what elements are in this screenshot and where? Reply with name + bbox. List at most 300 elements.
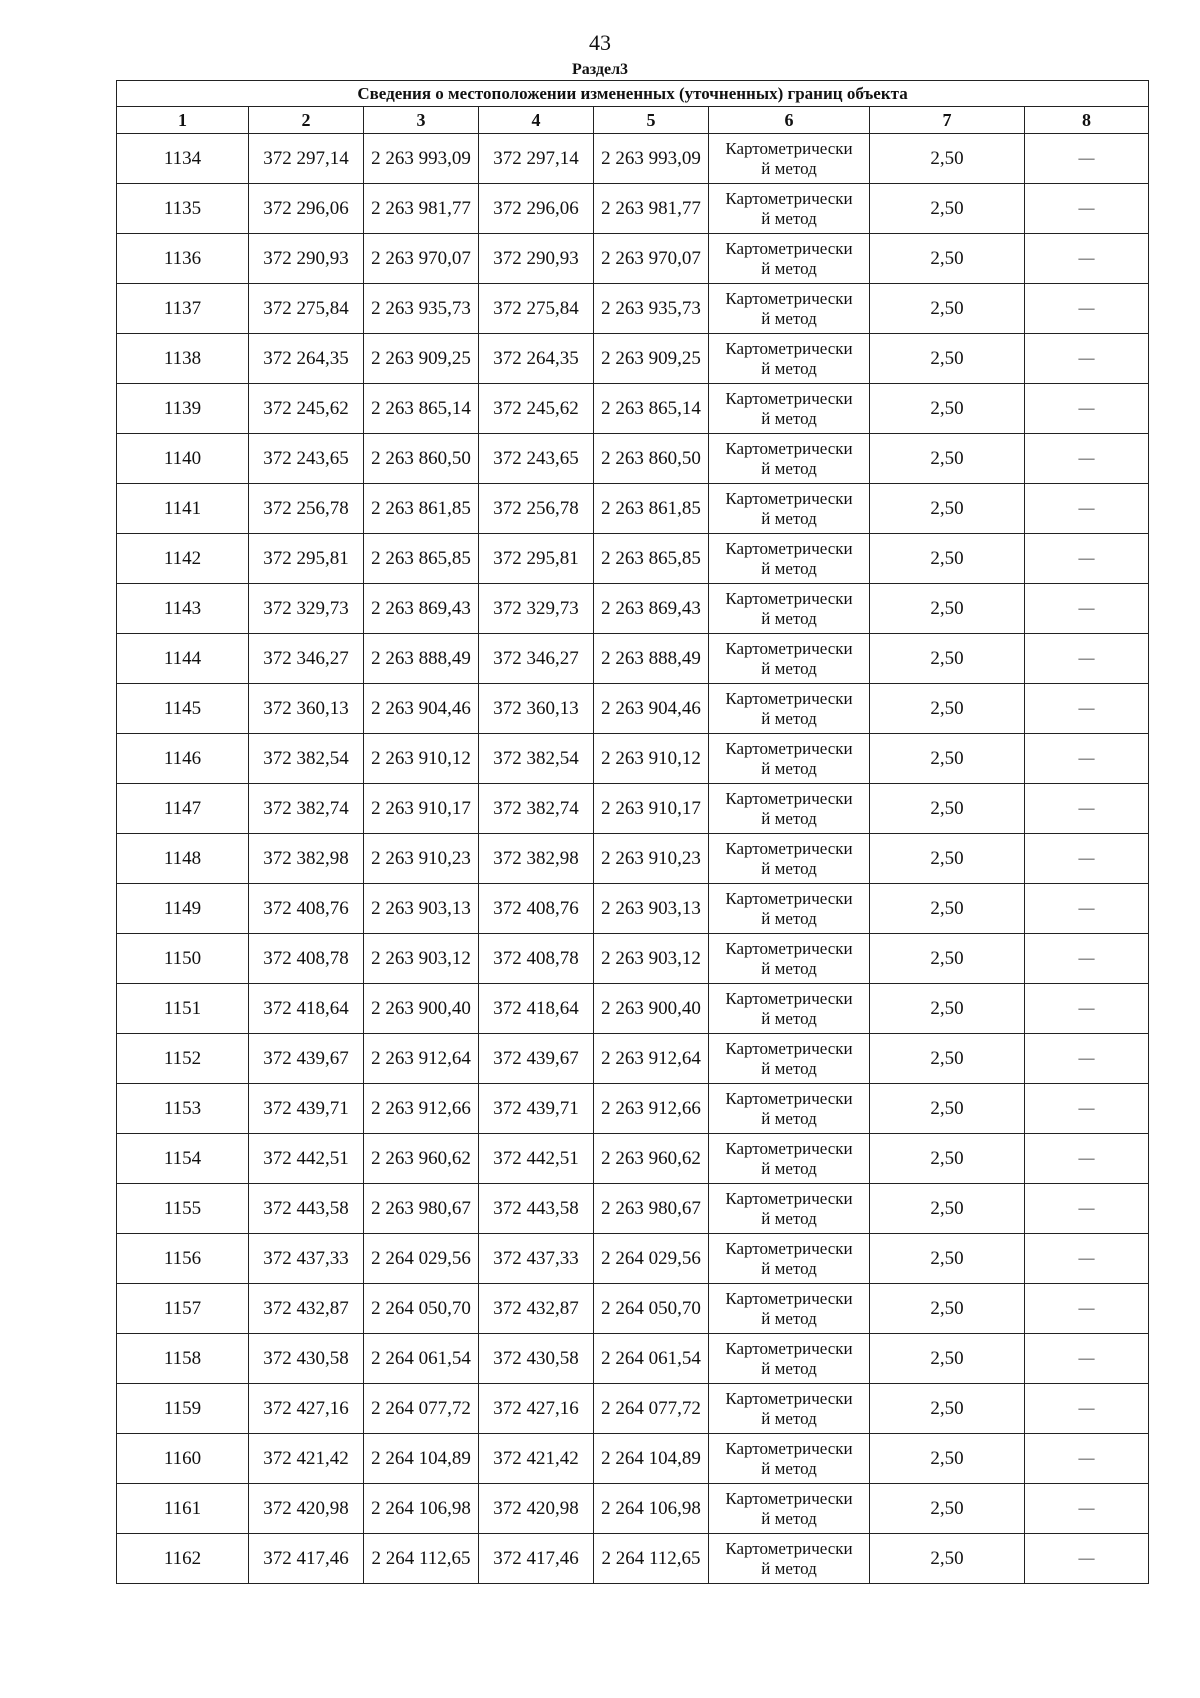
x-coordinate-cell: 372 296,06 [479, 184, 594, 234]
method-cell [709, 134, 870, 184]
point-number-cell: 1134 [117, 134, 249, 184]
point-number-cell: 1136 [117, 234, 249, 284]
method-text-line: Картометрически [725, 288, 853, 308]
method-text-line: й метод [761, 158, 817, 178]
y-coordinate-cell: 2 264 104,89 [594, 1434, 709, 1484]
x-coordinate-cell: 372 360,13 [249, 684, 364, 734]
method-cell [709, 284, 870, 334]
method-text-line: Картометрически [725, 338, 853, 358]
y-coordinate-cell: 2 264 104,89 [364, 1434, 479, 1484]
y-coordinate-cell: 2 263 970,07 [364, 234, 479, 284]
method-text-line: й метод [761, 1558, 817, 1578]
y-coordinate-cell: 2 263 909,25 [364, 334, 479, 384]
point-number-cell: 1157 [117, 1284, 249, 1334]
precision-cell: 2,50 [870, 1434, 1025, 1484]
method-text-line: й метод [761, 1208, 817, 1228]
table-row [117, 1284, 1149, 1334]
method-text-line: й метод [761, 308, 817, 328]
point-number-cell: 1145 [117, 684, 249, 734]
x-coordinate-cell: 372 430,58 [249, 1334, 364, 1384]
method-cell [709, 1484, 870, 1534]
x-coordinate-cell: 372 296,06 [249, 184, 364, 234]
method-text-line: й метод [761, 808, 817, 828]
description-cell: — [1025, 1434, 1149, 1484]
table-body [117, 134, 1149, 1584]
x-coordinate-cell: 372 421,42 [249, 1434, 364, 1484]
method-text-line: Картометрически [725, 388, 853, 408]
y-coordinate-cell: 2 263 912,64 [364, 1034, 479, 1084]
table-row [117, 634, 1149, 684]
column-number: 5 [594, 107, 709, 134]
y-coordinate-cell: 2 263 904,46 [364, 684, 479, 734]
x-coordinate-cell: 372 346,27 [479, 634, 594, 684]
precision-cell: 2,50 [870, 1384, 1025, 1434]
method-text-line: Картометрически [725, 138, 853, 158]
y-coordinate-cell: 2 263 900,40 [364, 984, 479, 1034]
precision-cell: 2,50 [870, 684, 1025, 734]
description-cell: — [1025, 684, 1149, 734]
y-coordinate-cell: 2 264 112,65 [594, 1534, 709, 1584]
point-number-cell: 1159 [117, 1384, 249, 1434]
y-coordinate-cell: 2 263 869,43 [364, 584, 479, 634]
precision-cell: 2,50 [870, 834, 1025, 884]
description-cell: — [1025, 584, 1149, 634]
description-cell: — [1025, 884, 1149, 934]
y-coordinate-cell: 2 264 029,56 [594, 1234, 709, 1284]
method-text-line: Картометрически [725, 238, 853, 258]
method-cell [709, 584, 870, 634]
point-number-cell: 1162 [117, 1534, 249, 1584]
y-coordinate-cell: 2 263 861,85 [364, 484, 479, 534]
method-cell [709, 1234, 870, 1284]
point-number-cell: 1154 [117, 1134, 249, 1184]
method-cell [709, 984, 870, 1034]
precision-cell: 2,50 [870, 534, 1025, 584]
y-coordinate-cell: 2 263 970,07 [594, 234, 709, 284]
description-cell: — [1025, 284, 1149, 334]
method-text-line: й метод [761, 708, 817, 728]
method-text-line: Картометрически [725, 1238, 853, 1258]
x-coordinate-cell: 372 346,27 [249, 634, 364, 684]
x-coordinate-cell: 372 417,46 [249, 1534, 364, 1584]
x-coordinate-cell: 372 408,76 [249, 884, 364, 934]
y-coordinate-cell: 2 263 869,43 [594, 584, 709, 634]
y-coordinate-cell: 2 263 865,14 [594, 384, 709, 434]
x-coordinate-cell: 372 420,98 [249, 1484, 364, 1534]
point-number-cell: 1142 [117, 534, 249, 584]
description-cell: — [1025, 434, 1149, 484]
method-cell [709, 334, 870, 384]
x-coordinate-cell: 372 439,71 [249, 1084, 364, 1134]
y-coordinate-cell: 2 263 912,64 [594, 1034, 709, 1084]
method-text-line: Картометрически [725, 1088, 853, 1108]
method-cell [709, 184, 870, 234]
section-label: Раздел3 [571, 61, 629, 78]
method-text-line: Картометрически [725, 1138, 853, 1158]
x-coordinate-cell: 372 443,58 [479, 1184, 594, 1234]
precision-cell: 2,50 [870, 1534, 1025, 1584]
table-row [117, 1134, 1149, 1184]
precision-cell: 2,50 [870, 1184, 1025, 1234]
method-cell [709, 684, 870, 734]
method-text-line: Картометрически [725, 1438, 853, 1458]
table-row [117, 384, 1149, 434]
column-number: 3 [364, 107, 479, 134]
method-cell [709, 534, 870, 584]
x-coordinate-cell: 372 290,93 [249, 234, 364, 284]
method-text-line: й метод [761, 408, 817, 428]
precision-cell: 2,50 [870, 1084, 1025, 1134]
method-cell [709, 1034, 870, 1084]
x-coordinate-cell: 372 439,67 [479, 1034, 594, 1084]
column-number: 6 [709, 107, 870, 134]
method-text-line: Картометрически [725, 438, 853, 458]
precision-cell: 2,50 [870, 884, 1025, 934]
point-number-cell: 1152 [117, 1034, 249, 1084]
x-coordinate-cell: 372 297,14 [479, 134, 594, 184]
method-cell [709, 1434, 870, 1484]
method-text-line: Картометрически [725, 538, 853, 558]
description-cell: — [1025, 1084, 1149, 1134]
table-row [117, 1434, 1149, 1484]
y-coordinate-cell: 2 263 888,49 [594, 634, 709, 684]
precision-cell: 2,50 [870, 334, 1025, 384]
x-coordinate-cell: 372 439,67 [249, 1034, 364, 1084]
y-coordinate-cell: 2 263 865,85 [364, 534, 479, 584]
table-row [117, 984, 1149, 1034]
y-coordinate-cell: 2 263 865,14 [364, 384, 479, 434]
y-coordinate-cell: 2 263 888,49 [364, 634, 479, 684]
method-cell [709, 734, 870, 784]
y-coordinate-cell: 2 263 980,67 [594, 1184, 709, 1234]
y-coordinate-cell: 2 263 981,77 [364, 184, 479, 234]
y-coordinate-cell: 2 263 935,73 [594, 284, 709, 334]
method-text-line: й метод [761, 508, 817, 528]
method-cell [709, 1534, 870, 1584]
point-number-cell: 1151 [117, 984, 249, 1034]
description-cell: — [1025, 384, 1149, 434]
x-coordinate-cell: 372 264,35 [249, 334, 364, 384]
x-coordinate-cell: 372 382,54 [479, 734, 594, 784]
y-coordinate-cell: 2 264 106,98 [594, 1484, 709, 1534]
table-row [117, 1084, 1149, 1134]
x-coordinate-cell: 372 427,16 [479, 1384, 594, 1434]
point-number-cell: 1158 [117, 1334, 249, 1384]
x-coordinate-cell: 372 437,33 [479, 1234, 594, 1284]
description-cell: — [1025, 834, 1149, 884]
x-coordinate-cell: 372 432,87 [249, 1284, 364, 1334]
method-text-line: й метод [761, 1308, 817, 1328]
method-cell [709, 384, 870, 434]
x-coordinate-cell: 372 290,93 [479, 234, 594, 284]
column-number: 7 [870, 107, 1025, 134]
table-row [117, 1484, 1149, 1534]
method-cell [709, 484, 870, 534]
method-text-line: Картометрически [725, 838, 853, 858]
method-text-line: Картометрически [725, 488, 853, 508]
x-coordinate-cell: 372 297,14 [249, 134, 364, 184]
x-coordinate-cell: 372 329,73 [479, 584, 594, 634]
method-text-line: й метод [761, 1258, 817, 1278]
method-text-line: Картометрически [725, 888, 853, 908]
table-row [117, 1384, 1149, 1434]
point-number-cell: 1160 [117, 1434, 249, 1484]
description-cell: — [1025, 934, 1149, 984]
method-cell [709, 434, 870, 484]
x-coordinate-cell: 372 418,64 [479, 984, 594, 1034]
description-cell: — [1025, 984, 1149, 1034]
precision-cell: 2,50 [870, 584, 1025, 634]
method-text-line: й метод [761, 458, 817, 478]
method-text-line: й метод [761, 758, 817, 778]
description-cell: — [1025, 534, 1149, 584]
y-coordinate-cell: 2 263 910,12 [594, 734, 709, 784]
precision-cell: 2,50 [870, 1034, 1025, 1084]
table-row [117, 734, 1149, 784]
precision-cell: 2,50 [870, 484, 1025, 534]
table-row [117, 1234, 1149, 1284]
method-text-line: й метод [761, 358, 817, 378]
method-text-line: Картометрически [725, 1038, 853, 1058]
y-coordinate-cell: 2 263 903,13 [594, 884, 709, 934]
precision-cell: 2,50 [870, 284, 1025, 334]
point-number-cell: 1147 [117, 784, 249, 834]
method-text-line: Картометрически [725, 1538, 853, 1558]
point-number-cell: 1155 [117, 1184, 249, 1234]
point-number-cell: 1143 [117, 584, 249, 634]
y-coordinate-cell: 2 263 910,17 [594, 784, 709, 834]
point-number-cell: 1137 [117, 284, 249, 334]
y-coordinate-cell: 2 263 860,50 [364, 434, 479, 484]
precision-cell: 2,50 [870, 1484, 1025, 1534]
method-cell [709, 1184, 870, 1234]
method-text-line: Картометрически [725, 688, 853, 708]
y-coordinate-cell: 2 263 960,62 [364, 1134, 479, 1184]
y-coordinate-cell: 2 263 960,62 [594, 1134, 709, 1184]
x-coordinate-cell: 372 243,65 [479, 434, 594, 484]
table-caption: Сведения о местоположении измененных (уточненных) границ объекта [117, 81, 1149, 107]
point-number-cell: 1153 [117, 1084, 249, 1134]
point-number-cell: 1161 [117, 1484, 249, 1534]
method-cell [709, 1284, 870, 1334]
table-row [117, 484, 1149, 534]
point-number-cell: 1150 [117, 934, 249, 984]
x-coordinate-cell: 372 439,71 [479, 1084, 594, 1134]
y-coordinate-cell: 2 263 900,40 [594, 984, 709, 1034]
x-coordinate-cell: 372 430,58 [479, 1334, 594, 1384]
table-row [117, 434, 1149, 484]
point-number-cell: 1139 [117, 384, 249, 434]
method-text-line: й метод [761, 1108, 817, 1128]
method-text-line: Картометрически [725, 1388, 853, 1408]
table-row [117, 584, 1149, 634]
y-coordinate-cell: 2 264 050,70 [364, 1284, 479, 1334]
column-number: 8 [1025, 107, 1149, 134]
y-coordinate-cell: 2 263 904,46 [594, 684, 709, 734]
description-cell: — [1025, 234, 1149, 284]
precision-cell: 2,50 [870, 1284, 1025, 1334]
y-coordinate-cell: 2 264 050,70 [594, 1284, 709, 1334]
method-text-line: й метод [761, 608, 817, 628]
table-row [117, 234, 1149, 284]
x-coordinate-cell: 372 442,51 [479, 1134, 594, 1184]
x-coordinate-cell: 372 382,74 [479, 784, 594, 834]
method-text-line: й метод [761, 1158, 817, 1178]
y-coordinate-cell: 2 263 910,12 [364, 734, 479, 784]
description-cell: — [1025, 1184, 1149, 1234]
method-text-line: Картометрически [725, 738, 853, 758]
table-row [117, 134, 1149, 184]
method-cell [709, 834, 870, 884]
y-coordinate-cell: 2 264 061,54 [594, 1334, 709, 1384]
x-coordinate-cell: 372 243,65 [249, 434, 364, 484]
y-coordinate-cell: 2 263 860,50 [594, 434, 709, 484]
x-coordinate-cell: 372 295,81 [479, 534, 594, 584]
method-text-line: й метод [761, 1508, 817, 1528]
method-text-line: Картометрически [725, 1338, 853, 1358]
precision-cell: 2,50 [870, 234, 1025, 284]
x-coordinate-cell: 372 421,42 [479, 1434, 594, 1484]
method-text-line: Картометрически [725, 588, 853, 608]
x-coordinate-cell: 372 329,73 [249, 584, 364, 634]
method-cell [709, 634, 870, 684]
method-text-line: й метод [761, 208, 817, 228]
description-cell: — [1025, 1284, 1149, 1334]
method-cell [709, 1134, 870, 1184]
x-coordinate-cell: 372 442,51 [249, 1134, 364, 1184]
x-coordinate-cell: 372 432,87 [479, 1284, 594, 1334]
method-text-line: й метод [761, 1408, 817, 1428]
x-coordinate-cell: 372 417,46 [479, 1534, 594, 1584]
y-coordinate-cell: 2 264 061,54 [364, 1334, 479, 1384]
method-text-line: Картометрически [725, 1488, 853, 1508]
x-coordinate-cell: 372 382,54 [249, 734, 364, 784]
method-text-line: й метод [761, 908, 817, 928]
y-coordinate-cell: 2 263 910,23 [594, 834, 709, 884]
y-coordinate-cell: 2 263 865,85 [594, 534, 709, 584]
description-cell: — [1025, 1534, 1149, 1584]
point-number-cell: 1141 [117, 484, 249, 534]
method-cell [709, 1384, 870, 1434]
description-cell: — [1025, 784, 1149, 834]
x-coordinate-cell: 372 256,78 [249, 484, 364, 534]
description-cell: — [1025, 334, 1149, 384]
column-number: 1 [117, 107, 249, 134]
x-coordinate-cell: 372 382,98 [479, 834, 594, 884]
method-cell [709, 884, 870, 934]
y-coordinate-cell: 2 264 077,72 [364, 1384, 479, 1434]
method-text-line: й метод [761, 658, 817, 678]
method-cell [709, 1084, 870, 1134]
method-text-line: й метод [761, 958, 817, 978]
x-coordinate-cell: 372 420,98 [479, 1484, 594, 1534]
x-coordinate-cell: 372 295,81 [249, 534, 364, 584]
precision-cell: 2,50 [870, 134, 1025, 184]
x-coordinate-cell: 372 382,74 [249, 784, 364, 834]
table-row [117, 834, 1149, 884]
x-coordinate-cell: 372 437,33 [249, 1234, 364, 1284]
y-coordinate-cell: 2 263 903,13 [364, 884, 479, 934]
method-text-line: Картометрически [725, 938, 853, 958]
description-cell: — [1025, 484, 1149, 534]
y-coordinate-cell: 2 263 903,12 [364, 934, 479, 984]
method-text-line: Картометрически [725, 1188, 853, 1208]
y-coordinate-cell: 2 263 993,09 [594, 134, 709, 184]
description-cell: — [1025, 734, 1149, 784]
precision-cell: 2,50 [870, 184, 1025, 234]
method-text-line: й метод [761, 1008, 817, 1028]
point-number-cell: 1146 [117, 734, 249, 784]
precision-cell: 2,50 [870, 434, 1025, 484]
point-number-cell: 1148 [117, 834, 249, 884]
description-cell: — [1025, 1034, 1149, 1084]
method-text-line: й метод [761, 858, 817, 878]
column-number: 2 [249, 107, 364, 134]
boundary-table [116, 80, 1149, 1584]
table-row [117, 934, 1149, 984]
description-cell: — [1025, 1334, 1149, 1384]
page-number: 43 [589, 30, 611, 55]
method-cell [709, 934, 870, 984]
y-coordinate-cell: 2 263 903,12 [594, 934, 709, 984]
y-coordinate-cell: 2 263 935,73 [364, 284, 479, 334]
method-text-line: Картометрически [725, 788, 853, 808]
x-coordinate-cell: 372 275,84 [249, 284, 364, 334]
y-coordinate-cell: 2 263 912,66 [594, 1084, 709, 1134]
method-cell [709, 1334, 870, 1384]
point-number-cell: 1135 [117, 184, 249, 234]
y-coordinate-cell: 2 263 909,25 [594, 334, 709, 384]
x-coordinate-cell: 372 245,62 [249, 384, 364, 434]
table-row [117, 884, 1149, 934]
method-text-line: Картометрически [725, 188, 853, 208]
precision-cell: 2,50 [870, 1234, 1025, 1284]
method-cell [709, 784, 870, 834]
precision-cell: 2,50 [870, 1334, 1025, 1384]
description-cell: — [1025, 184, 1149, 234]
point-number-cell: 1140 [117, 434, 249, 484]
description-cell: — [1025, 134, 1149, 184]
method-text-line: Картометрически [725, 638, 853, 658]
x-coordinate-cell: 372 360,13 [479, 684, 594, 734]
x-coordinate-cell: 372 408,78 [249, 934, 364, 984]
table-row [117, 284, 1149, 334]
x-coordinate-cell: 372 256,78 [479, 484, 594, 534]
table-row [117, 684, 1149, 734]
x-coordinate-cell: 372 382,98 [249, 834, 364, 884]
y-coordinate-cell: 2 263 910,23 [364, 834, 479, 884]
x-coordinate-cell: 372 408,76 [479, 884, 594, 934]
precision-cell: 2,50 [870, 934, 1025, 984]
method-text-line: Картометрически [725, 1288, 853, 1308]
x-coordinate-cell: 372 443,58 [249, 1184, 364, 1234]
table-row [117, 1184, 1149, 1234]
table-row [117, 1334, 1149, 1384]
description-cell: — [1025, 1384, 1149, 1434]
x-coordinate-cell: 372 264,35 [479, 334, 594, 384]
precision-cell: 2,50 [870, 984, 1025, 1034]
y-coordinate-cell: 2 264 029,56 [364, 1234, 479, 1284]
method-cell [709, 234, 870, 284]
point-number-cell: 1144 [117, 634, 249, 684]
method-text-line: й метод [761, 1358, 817, 1378]
y-coordinate-cell: 2 264 112,65 [364, 1534, 479, 1584]
y-coordinate-cell: 2 263 912,66 [364, 1084, 479, 1134]
description-cell: — [1025, 1484, 1149, 1534]
precision-cell: 2,50 [870, 1134, 1025, 1184]
method-text-line: Картометрически [725, 988, 853, 1008]
table-row [117, 534, 1149, 584]
